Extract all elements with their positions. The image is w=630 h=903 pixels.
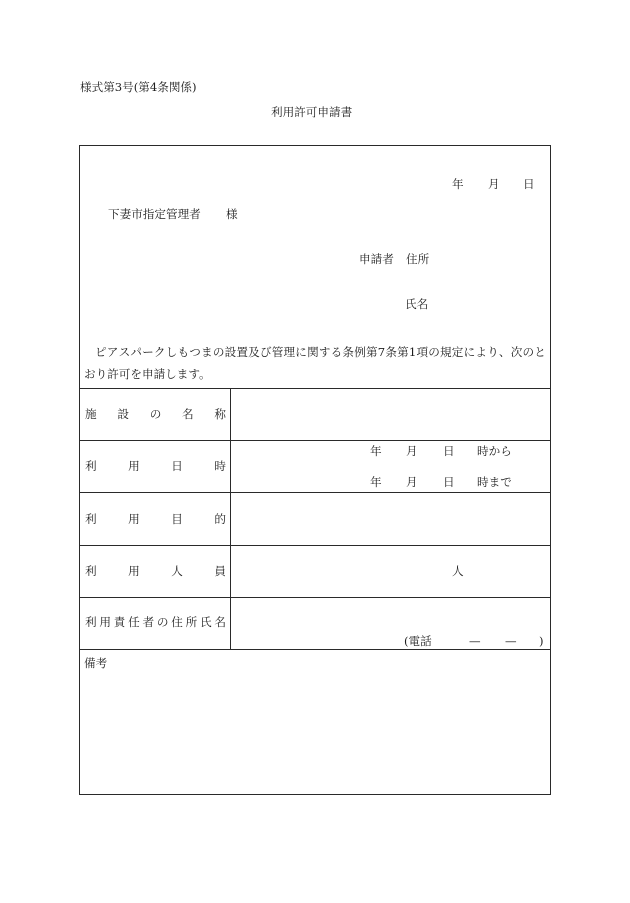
text-char: す: [318, 345, 331, 359]
text-char: 規: [440, 345, 452, 359]
date-month-label: 月: [488, 177, 500, 191]
phone-dash: —: [505, 634, 517, 648]
text-char: る: [330, 345, 343, 359]
text-char: 氏: [200, 615, 212, 629]
usage-purpose-field: [231, 493, 550, 545]
text-char: 日: [171, 459, 183, 473]
text-char: び: [259, 345, 272, 359]
text-char: 定: [451, 345, 464, 359]
text-char: 利: [85, 615, 97, 629]
text-char: 、: [498, 345, 511, 359]
text-char: 用: [99, 615, 111, 629]
form-title: 利用許可申請書: [271, 105, 353, 119]
text-char: の: [522, 345, 535, 359]
facility-name-label: [85, 407, 226, 421]
headcount-unit: 人: [452, 564, 464, 578]
text-char: の: [156, 615, 169, 629]
phone-label: (電話: [404, 634, 432, 648]
text-char: し: [165, 345, 178, 359]
usage-datetime-label: [85, 459, 226, 473]
text-char: 及: [248, 345, 260, 359]
text-char: ア: [106, 345, 119, 359]
text-char: 用: [128, 512, 140, 526]
start-day-label: 日: [443, 444, 455, 458]
text-char: 例: [354, 345, 366, 359]
text-char: 条: [385, 345, 397, 359]
end-day-label: 日: [443, 475, 455, 489]
text-char: パ: [130, 345, 142, 359]
remarks-field: [80, 650, 550, 794]
text-char: 関: [307, 345, 319, 359]
text-char: 用: [128, 459, 140, 473]
responsible-person-label: [85, 615, 226, 629]
text-char: 用: [128, 564, 140, 578]
text-char: 名: [214, 615, 226, 629]
text-char: よ: [475, 345, 487, 359]
phone-dash: —: [469, 634, 481, 648]
text-char: 者: [142, 615, 155, 629]
text-char: の: [149, 407, 162, 421]
text-char: ク: [153, 345, 166, 359]
text-char: 7: [377, 345, 386, 359]
text-char: と: [534, 345, 546, 359]
phone-close-paren: ): [539, 634, 544, 648]
text-char: 設: [224, 345, 237, 359]
body-text-line-2: おり許可を申請します。: [84, 367, 211, 381]
date-year-label: 年: [452, 177, 464, 191]
end-hour-label: 時まで: [477, 475, 512, 489]
usage-headcount-label: [85, 564, 226, 578]
text-char: 員: [214, 564, 226, 578]
date-day-label: 日: [523, 177, 535, 191]
text-char: の: [212, 345, 225, 359]
text-char: 目: [171, 512, 183, 526]
responsible-person-field: [231, 598, 550, 649]
text-char: 的: [214, 512, 226, 526]
text-char: ス: [118, 345, 131, 359]
start-month-label: 月: [406, 444, 418, 458]
text-char: 第: [397, 345, 409, 359]
text-char: の: [428, 345, 440, 359]
text-char: 施: [85, 407, 97, 421]
end-year-label: 年: [370, 475, 382, 489]
text-char: 1: [408, 345, 417, 359]
text-char: も: [177, 345, 190, 359]
applicant-label: 申請者: [359, 252, 394, 266]
text-char: に: [463, 345, 476, 359]
text-char: 利: [85, 459, 97, 473]
text-char: ま: [201, 345, 213, 359]
usage-headcount-field: [231, 546, 550, 597]
addressee-honorific: 様: [226, 207, 238, 221]
applicant-address-label: 住所: [406, 252, 430, 266]
remarks-label: 備考: [84, 656, 108, 670]
text-char: 任: [128, 615, 140, 629]
text-char: 名: [182, 407, 194, 421]
applicant-name-label: 氏名: [405, 297, 429, 311]
text-char: 称: [214, 407, 226, 421]
form-number: 様式第3号(第4条関係): [80, 80, 197, 94]
text-char: 次: [510, 345, 523, 359]
usage-purpose-label: [85, 512, 226, 526]
facility-name-field: [231, 389, 550, 440]
text-char: 項: [416, 345, 429, 359]
body-text-line-1: [95, 345, 546, 359]
text-char: ピ: [95, 345, 107, 359]
text-char: 住: [171, 615, 183, 629]
text-char: つ: [189, 345, 201, 359]
start-year-label: 年: [370, 444, 382, 458]
addressee-name: 下妻市指定管理者: [108, 207, 201, 221]
text-char: 所: [185, 615, 198, 629]
text-char: 第: [365, 345, 378, 359]
end-month-label: 月: [406, 475, 418, 489]
text-char: 人: [171, 564, 183, 578]
text-char: 時: [214, 459, 226, 473]
text-char: 置: [236, 345, 248, 359]
start-hour-label: 時から: [477, 444, 512, 458]
text-char: 利: [85, 512, 97, 526]
text-char: り: [487, 345, 499, 359]
text-char: 条: [342, 345, 355, 359]
text-char: 設: [117, 407, 129, 421]
text-char: に: [295, 345, 307, 359]
text-char: 管: [271, 345, 284, 359]
text-char: 利: [85, 564, 97, 578]
text-char: 理: [283, 345, 296, 359]
text-char: ー: [142, 345, 154, 359]
text-char: 責: [113, 615, 126, 629]
